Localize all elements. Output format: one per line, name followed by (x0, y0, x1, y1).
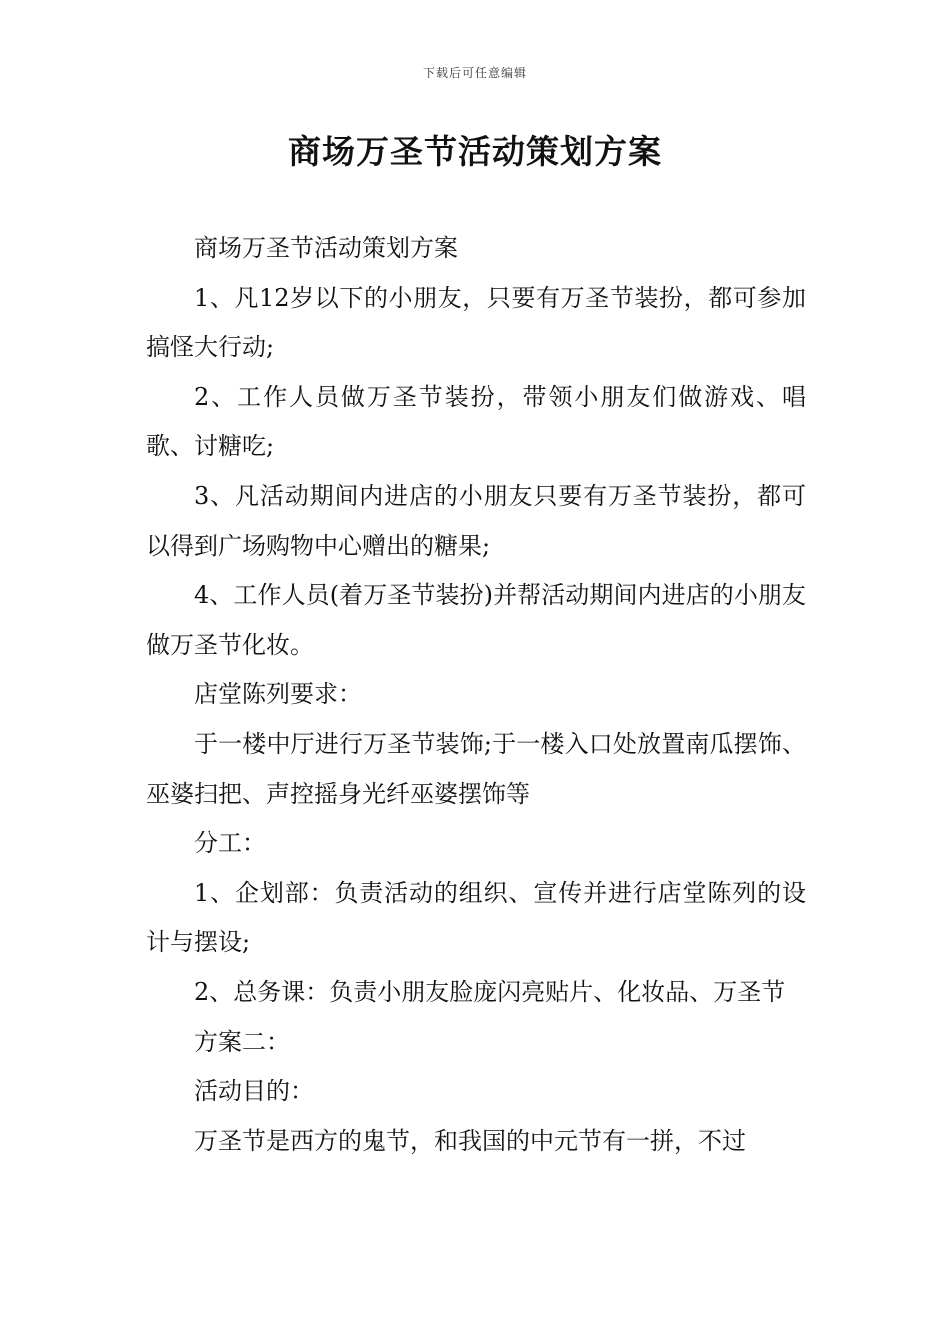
paragraph-purpose-text: 万圣节是西方的鬼节，和我国的中元节有一拼，不过 (194, 1126, 746, 1155)
paragraph-subtitle: 商场万圣节活动策划方案 (194, 234, 458, 262)
paragraph-display-detail: 于一楼中厅进行万圣节装饰;于一楼入口处放置南瓜摆饰、巫婆扫把、声控摇身光纤巫婆摆饰等 (146, 729, 806, 808)
paragraph-division-1: 1、企划部：负责活动的组织、宣传并进行店堂陈列的设计与摆设; (146, 878, 806, 957)
paragraph-division-2: 2、总务课：负责小朋友脸庞闪亮贴片、化妆品、万圣节 (194, 977, 786, 1006)
paragraph-item-1: 1、凡12岁以下的小朋友，只要有万圣节装扮，都可参加搞怪大行动; (146, 283, 806, 362)
paragraph-division-heading: 分工： (194, 829, 266, 858)
paragraph-plan-two: 方案二： (194, 1027, 290, 1056)
paragraph-item-4: 4、工作人员(着万圣节装扮)并帮活动期间内进店的小朋友做万圣节化妆。 (146, 581, 806, 659)
paragraph-item-2: 2、工作人员做万圣节装扮，带领小朋友们做游戏、唱歌、讨糖吃; (146, 382, 806, 461)
paragraph-display-heading: 店堂陈列要求： (194, 680, 362, 709)
header-note: 下载后可任意编辑 (422, 66, 527, 80)
document-title: 商场万圣节活动策划方案 (288, 132, 662, 171)
document-body (146, 224, 806, 1166)
paragraph-item-3: 3、凡活动期间内进店的小朋友只要有万圣节装扮，都可以得到广场购物中心赠出的糖果; (146, 481, 806, 560)
paragraph-purpose-heading: 活动目的： (194, 1077, 314, 1106)
